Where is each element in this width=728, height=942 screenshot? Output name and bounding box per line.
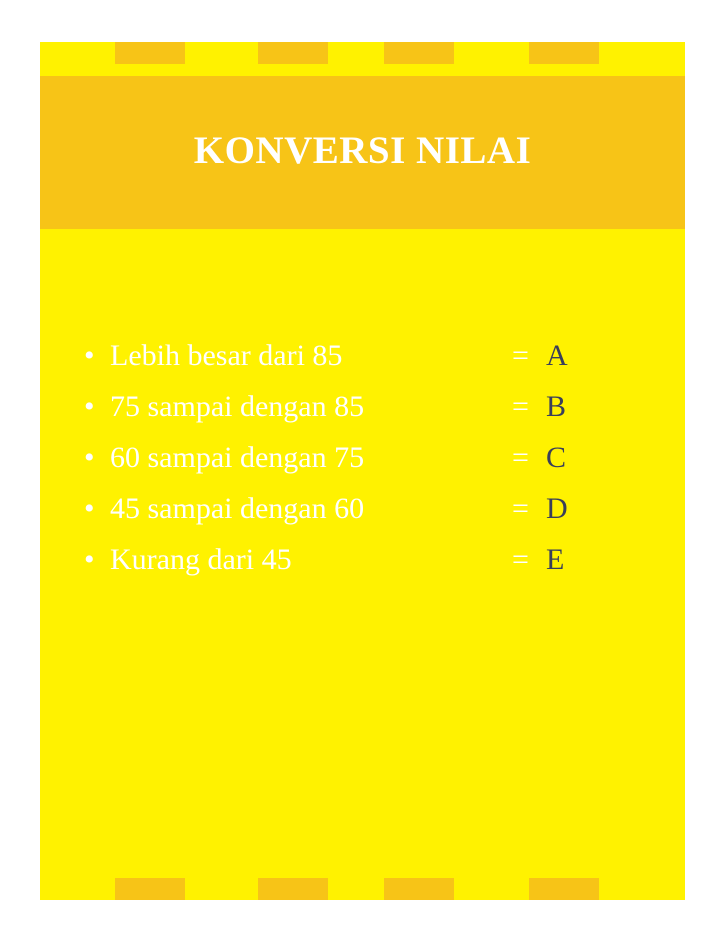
grade-letter: D	[546, 492, 568, 525]
bullet-icon: •	[84, 390, 95, 423]
list-item	[84, 387, 644, 438]
grade-list	[84, 336, 644, 591]
bullet-icon: •	[84, 492, 95, 525]
top-tab-decoration	[115, 42, 185, 64]
bottom-tab-decoration	[115, 878, 185, 900]
page-title: KONVERSI NILAI	[193, 129, 532, 172]
bottom-tab-decoration	[384, 878, 454, 900]
conversion-card	[40, 42, 685, 900]
title-banner	[40, 76, 685, 229]
bottom-tab-decoration	[529, 878, 599, 900]
range-label: 75 sampai dengan 85	[110, 390, 365, 423]
top-tab-decoration	[384, 42, 454, 64]
bullet-icon: •	[84, 339, 95, 372]
grade-letter: C	[546, 441, 567, 474]
range-label: 45 sampai dengan 60	[110, 492, 365, 525]
equals-sign: =	[512, 390, 529, 423]
bullet-icon: •	[84, 441, 95, 474]
grade-letter: E	[546, 543, 565, 576]
grade-letter: B	[546, 390, 567, 423]
equals-sign: =	[512, 543, 529, 576]
top-tab-decoration	[529, 42, 599, 64]
top-tab-decoration	[258, 42, 328, 64]
list-item	[84, 489, 644, 540]
list-item	[84, 336, 644, 387]
bullet-icon: •	[84, 543, 95, 576]
range-label: Lebih besar dari 85	[110, 339, 343, 372]
list-item	[84, 540, 644, 591]
range-label: Kurang dari 45	[110, 543, 292, 576]
list-item	[84, 438, 644, 489]
equals-sign: =	[512, 441, 529, 474]
range-label: 60 sampai dengan 75	[110, 441, 365, 474]
bottom-tab-decoration	[258, 878, 328, 900]
equals-sign: =	[512, 339, 529, 372]
grade-letter: A	[546, 339, 568, 372]
equals-sign: =	[512, 492, 529, 525]
